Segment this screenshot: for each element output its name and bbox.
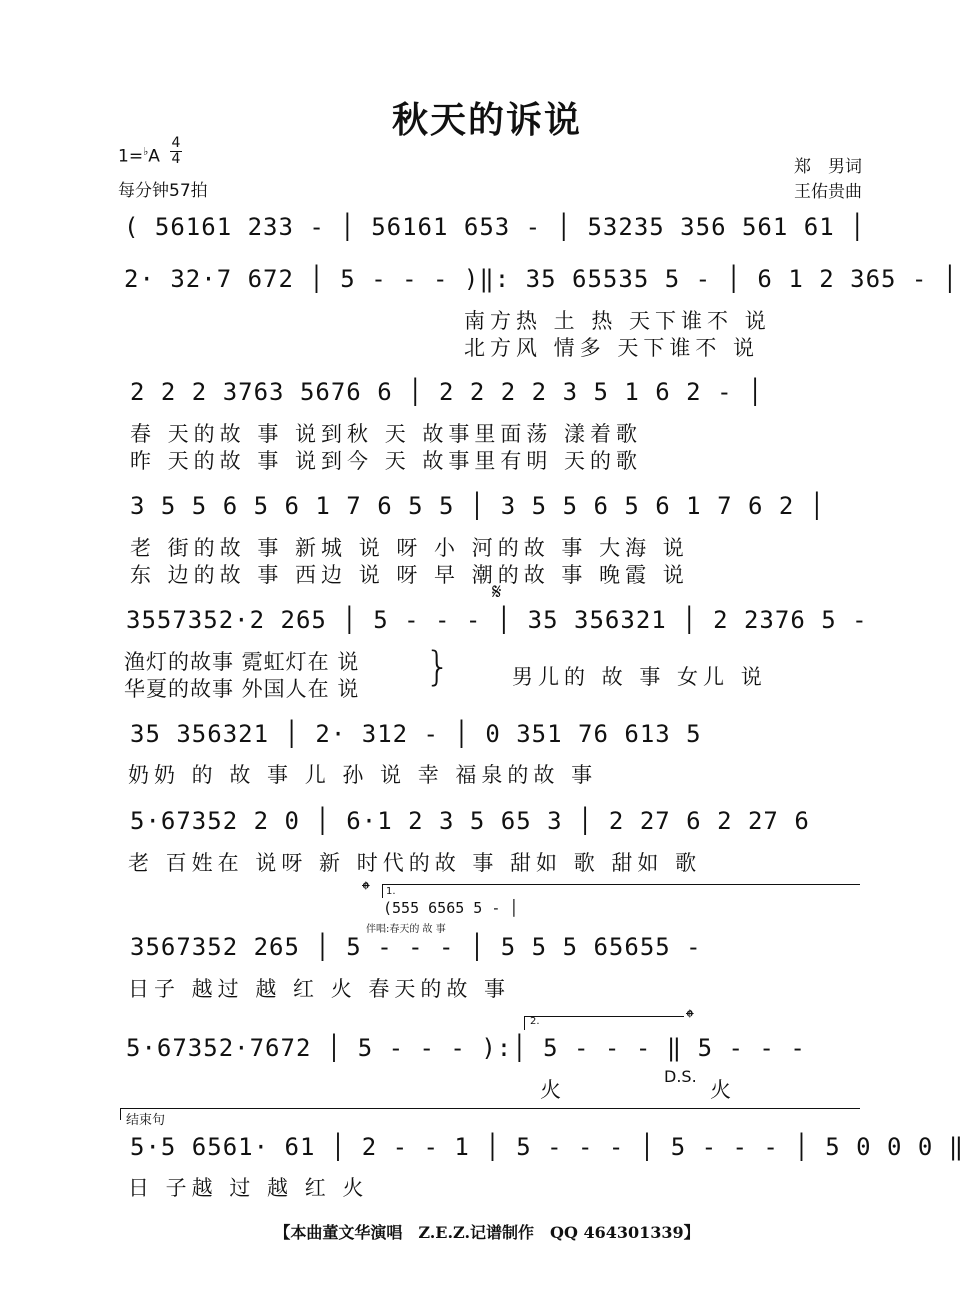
segno-symbol: 𝄋 [492,580,502,605]
time-sig-top: 4 [171,135,181,151]
score-row-4-lyric-1: 老 街的故 事 新城 说 呀 小 河的故 事 大海 说 [130,536,689,560]
score-row-2-lyric-1: 南方热 土 热 天下谁不 说 [464,309,771,333]
volta-2-tick [524,1016,525,1030]
score-row-3-lyric-1: 春 天的故 事 说到秋 天 故事里面荡 漾着歌 [130,422,643,446]
score-row-9-lyric-1: 火 [540,1078,566,1102]
score-row-4-notes: 3 5 5 6 5 6 1 7 6 5 5 │ 3 5 5 6 5 6 1 7 6 2 │ [130,492,826,520]
score-row-9-notes: 5·67352·7672 │ 5 - - - ):│ 5 - - - ‖ 5 - - - [126,1034,806,1062]
score-row-5-lyric-3: 男儿的 故 事 女儿 说 [512,665,767,689]
backing-vocal-lyric: 伴唱:春天的 故 事 [366,924,446,935]
volta-1-line [382,884,860,885]
lyric-brace: } [425,644,451,690]
coda-symbol: 𝄌 [362,878,370,903]
volta-1-tick [382,884,383,898]
tempo-marking: 每分钟57拍 [118,181,208,201]
score-row-9-lyric-2: 火 [710,1078,736,1102]
score-row-3-lyric-2: 昨 天的故 事 说到今 天 故事里有明 天的歌 [130,449,643,473]
volta-1-label: 1. [386,886,396,897]
score-row-6-notes: 35 356321 │ 2· 312 - │ 0 351 76 613 5 [130,720,702,748]
lyricist-credit: 郑 男词 [794,157,862,177]
key-signature [118,145,160,167]
composer-credit: 王佑贵曲 [794,182,862,202]
score-row-5-lyric-1: 渔灯的故事 霓虹灯在 说 [124,650,360,674]
score-row-5-notes: 3557352·2 265 │ 5 - - - │ 35 356321 │ 2 2376 5 - [126,606,868,634]
score-row-10-lyric-1: 日 子越 过 越 红 火 [128,1176,369,1200]
score-row-6-lyric-1: 奶奶 的 故 事 儿 孙 说 幸 福泉的故 事 [128,763,598,787]
flat-sign: ♭ [143,145,149,158]
score-row-7-notes: 5·67352 2 0 │ 6·1 2 3 5 65 3 │ 2 27 6 2 27 6 [130,807,810,835]
ending-bracket-tick [120,1108,121,1120]
time-sig-bottom: 4 [171,151,181,167]
score-row-5-lyric-2: 华夏的故事 外国人在 说 [124,677,360,701]
score-row-8-notes: 3567352 265 │ 5 - - - │ 5 5 5 65655 - [130,933,702,961]
ending-label: 结束句 [126,1113,166,1128]
dal-segno-marking: D.S. [664,1067,697,1086]
backing-vocal-notes: (555 6565 5 - │ [383,899,519,917]
score-row-8-lyric-1: 日子 越过 越 红 火 春天的故 事 [128,977,511,1001]
song-title: 秋天的诉说 [391,100,582,141]
score-row-10-notes: 5·5 6561· 61 │ 2 - - 1 │ 5 - - - │ 5 - - - │ 5 0 0 0 ‖ [130,1133,965,1161]
coda-symbol-2: 𝄌 [686,1006,694,1031]
score-row-4-lyric-2: 东 边的故 事 西边 说 呀 早 潮的故 事 晚霞 说 [130,563,689,587]
score-row-2-lyric-2: 北方风 情多 天下谁不 说 [464,336,760,360]
volta-2-label: 2. [530,1016,540,1027]
time-signature [170,136,182,167]
ending-bracket-line [120,1108,860,1109]
key-letter: A [148,146,160,167]
score-row-7-lyric-1: 老 百姓在 说呀 新 时代的故 事 甜如 歌 甜如 歌 [128,851,702,875]
key-prefix: 1= [118,146,144,167]
score-row-1-notes: ( 56161 233 - │ 56161 653 - │ 53235 356 561 61 │ [124,213,866,241]
score-row-2-notes: 2· 32·7 672 │ 5 - - - )‖: 35 65535 5 - │ 6 1 2 365 - │ [124,265,959,293]
volta-2-line [524,1016,684,1017]
score-row-3-notes: 2 2 2 3763 5676 6 │ 2 2 2 2 3 5 1 6 2 - │ [130,378,764,406]
footer-credit: 【本曲董文华演唱 Z.E.Z.记谱制作 QQ 464301339】 [274,1223,700,1242]
